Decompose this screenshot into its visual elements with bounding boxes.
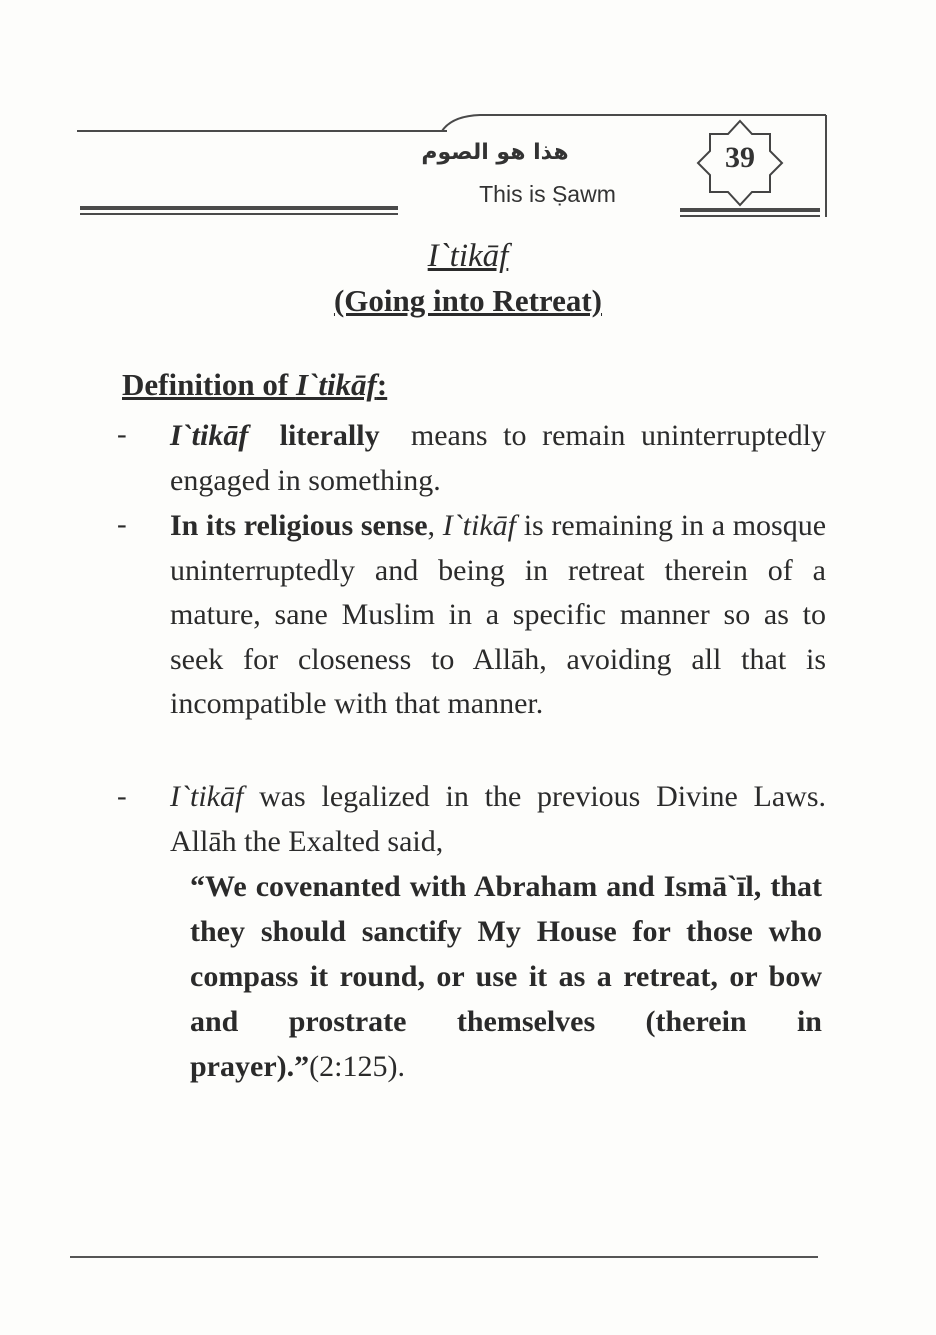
book-title-arabic: هذا هو الصوم — [421, 140, 569, 165]
header-bottom-rule-left-thick — [80, 206, 398, 210]
bullet-dash: - — [117, 780, 127, 812]
term-itikaf: I`tikāf — [170, 780, 244, 813]
bullet-text: was legalized in the previous Divine Laws. Allāh the Exalted said, — [170, 780, 826, 858]
bullet-literal-meaning — [170, 414, 826, 503]
bullet-religious-sense — [170, 504, 826, 727]
bullet-text: means to remain uninterruptedly engaged in something. — [170, 419, 826, 497]
header-right-vertical-rule — [825, 115, 827, 217]
quote-reference: (2:125). — [309, 1050, 405, 1083]
bullet-dash: - — [117, 418, 127, 450]
bullet-text: is remaining in a mosque uninterruptedly and being in retreat therein of a mature, sane Muslim in a specific manner so as to seek for closeness to Allāh, avoiding all that is incompatible with that manner. — [170, 509, 827, 720]
bullet-divine-laws — [170, 775, 826, 864]
term-itikaf: I`tikāf — [442, 509, 517, 542]
header-bottom-rule-right-thick — [680, 208, 820, 212]
quote-text: “We covenanted with Abraham and Ismā`īl, that they should sanctify My House for those who compass it round, or use it as a retreat, or bow and prostrate themselves (therein in prayer).” — [190, 870, 822, 1083]
definition-heading-term: I`tikāf — [295, 367, 377, 402]
definition-heading-prefix: Definition of — [122, 367, 296, 402]
header-bottom-rule-right-thin — [680, 215, 820, 217]
footer-rule — [70, 1256, 818, 1258]
header-bottom-rule-left-thin — [80, 213, 398, 215]
section-title: I`tikāf — [427, 238, 509, 274]
lead-comma: , — [427, 509, 436, 542]
book-title-english: This is Ṣawm — [479, 181, 616, 207]
definition-heading-colon: : — [376, 367, 388, 402]
page-number: 39 — [725, 141, 755, 174]
definition-heading — [122, 367, 387, 403]
bullet-dash: - — [117, 508, 127, 540]
bold-lead-religious-sense: In its religious sense — [170, 509, 428, 542]
header-top-rule-left — [77, 130, 447, 132]
term-itikaf: I`tikāf — [170, 419, 249, 452]
bold-word-literally: literally — [279, 419, 380, 452]
quran-quote — [190, 864, 822, 1089]
section-subtitle: (Going into Retreat) — [333, 283, 603, 318]
